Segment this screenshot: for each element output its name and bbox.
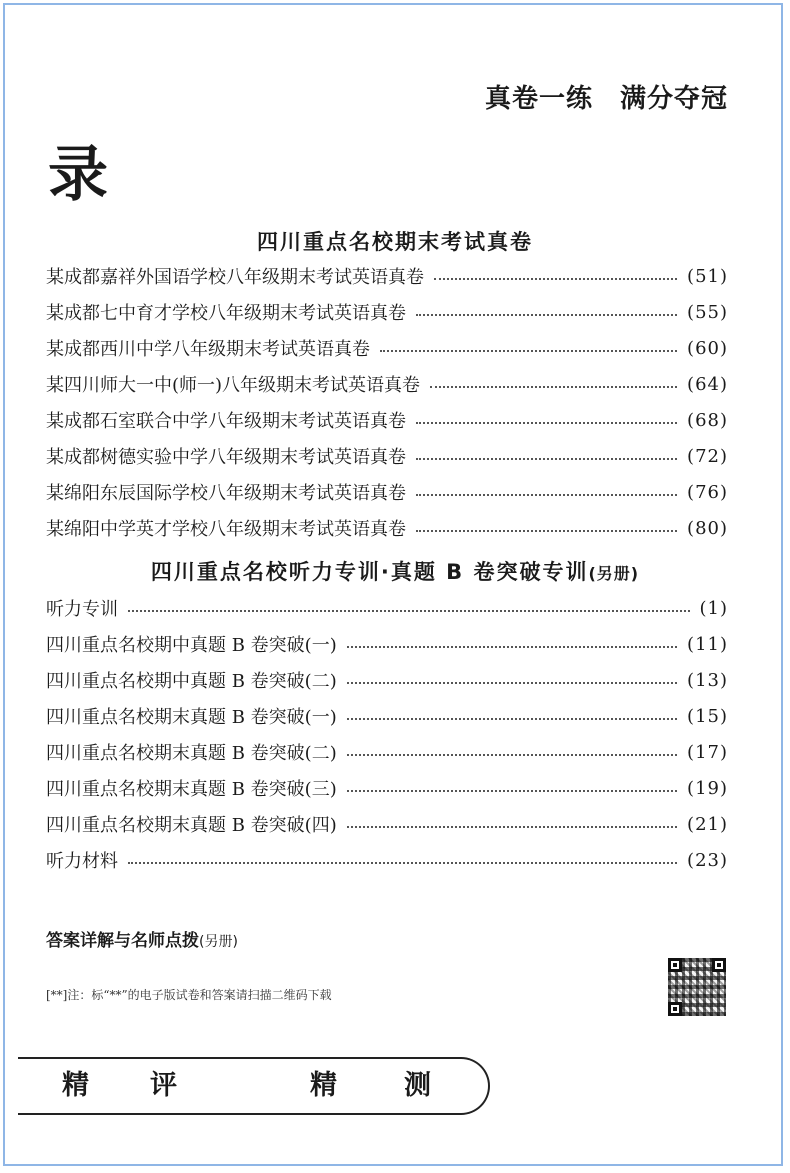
toc-entry[interactable] <box>46 842 728 878</box>
qr-download-note: [**]注：标“**”的电子版试卷和答案请扫描二维码下载 <box>46 988 332 1002</box>
toc-entry[interactable] <box>46 258 728 294</box>
toc-entry[interactable] <box>46 662 728 698</box>
toc-entry-page: (55) <box>687 301 728 323</box>
toc-entry[interactable] <box>46 590 728 626</box>
toc-entry-title: 听力专训 <box>46 599 118 620</box>
toc-entry-page: (11) <box>687 633 728 655</box>
toc-entry-page: (68) <box>687 409 728 431</box>
toc-entry[interactable] <box>46 438 728 474</box>
banner-char: 精 <box>62 1070 89 1101</box>
toc-entry-title: 某绵阳东辰国际学校八年级期末考试英语真卷 <box>46 483 406 504</box>
toc-entry-page: (19) <box>687 777 728 799</box>
toc-entry[interactable] <box>46 806 728 842</box>
qr-finder-marker <box>668 958 682 972</box>
toc-entry[interactable] <box>46 474 728 510</box>
toc-entry[interactable] <box>46 770 728 806</box>
toc-dot-leader <box>416 458 677 460</box>
toc-entry-title: 某成都七中育才学校八年级期末考试英语真卷 <box>46 303 406 324</box>
toc-entry-title: 某成都嘉祥外国语学校八年级期末考试英语真卷 <box>46 267 424 288</box>
toc-dot-leader <box>347 754 677 756</box>
toc-entry-title: 某成都树德实验中学八年级期末考试英语真卷 <box>46 447 406 468</box>
toc-entry-page: (51) <box>687 265 728 287</box>
toc-dot-leader <box>347 646 677 648</box>
qr-code[interactable] <box>668 958 726 1016</box>
toc-entry-title: 某四川师大一中(师一)八年级期末考试英语真卷 <box>46 375 421 396</box>
toc-dot-leader <box>128 610 690 612</box>
toc-entry[interactable] <box>46 366 728 402</box>
toc-dot-leader <box>416 422 677 424</box>
section-heading-note: (另册) <box>588 564 640 583</box>
toc-entry-page: (21) <box>687 813 728 835</box>
toc-entry[interactable] <box>46 330 728 366</box>
toc-entry[interactable] <box>46 510 728 546</box>
section-heading-text: 四川重点名校期末考试真卷 <box>257 230 533 254</box>
toc-entry-title: 四川重点名校期末真题 B 卷突破(三) <box>46 779 337 800</box>
toc-entry-page: (76) <box>687 481 728 503</box>
section-heading-final-exams <box>0 226 790 256</box>
toc-entry-page: (1) <box>699 597 728 619</box>
toc-dot-leader <box>416 314 677 316</box>
toc-entry[interactable] <box>46 402 728 438</box>
toc-entry-title: 听力材料 <box>46 851 118 872</box>
toc-entry-title: 四川重点名校期中真题 B 卷突破(二) <box>46 671 337 692</box>
toc-dot-leader <box>347 682 677 684</box>
answers-heading-text: 答案详解与名师点拨 <box>46 931 199 951</box>
toc-entry-page: (13) <box>687 669 728 691</box>
banner-char: 测 <box>404 1070 431 1101</box>
toc-entry-title: 四川重点名校期末真题 B 卷突破(一) <box>46 707 337 728</box>
toc-entry[interactable] <box>46 698 728 734</box>
toc-dot-leader <box>416 494 677 496</box>
toc-dot-leader <box>380 350 677 352</box>
toc-entry[interactable] <box>46 734 728 770</box>
toc-entry-page: (72) <box>687 445 728 467</box>
toc-entry-page: (17) <box>687 741 728 763</box>
toc-entry-page: (60) <box>687 337 728 359</box>
book-tagline: 真卷一练 满分夺冠 <box>484 84 728 114</box>
section-heading-listening <box>0 556 790 586</box>
toc-entry[interactable] <box>46 626 728 662</box>
toc-entry-title: 四川重点名校期末真题 B 卷突破(四) <box>46 815 337 836</box>
toc-dot-leader <box>347 790 677 792</box>
toc-dot-leader <box>347 718 677 720</box>
contents-title-char: 录 <box>48 140 108 210</box>
toc-dot-leader <box>128 862 677 864</box>
toc-list-listening <box>46 590 728 878</box>
toc-dot-leader <box>430 386 677 388</box>
banner-char: 精 <box>310 1070 337 1101</box>
section-heading-text: 四川重点名校听力专训·真题 B 卷突破专训 <box>150 560 589 584</box>
series-banner <box>18 1057 490 1115</box>
toc-list-final-exams <box>46 258 728 546</box>
toc-entry-page: (23) <box>687 849 728 871</box>
qr-finder-marker <box>712 958 726 972</box>
banner-char: 评 <box>150 1070 177 1101</box>
answers-heading <box>46 926 238 951</box>
toc-entry-page: (15) <box>687 705 728 727</box>
toc-entry-title: 某成都石室联合中学八年级期末考试英语真卷 <box>46 411 406 432</box>
toc-dot-leader <box>434 278 677 280</box>
toc-entry[interactable] <box>46 294 728 330</box>
toc-entry-title: 四川重点名校期末真题 B 卷突破(二) <box>46 743 337 764</box>
answers-heading-note: (另册) <box>199 934 238 950</box>
toc-entry-page: (80) <box>687 517 728 539</box>
qr-finder-marker <box>668 1002 682 1016</box>
toc-entry-title: 某绵阳中学英才学校八年级期末考试英语真卷 <box>46 519 406 540</box>
toc-entry-title: 四川重点名校期中真题 B 卷突破(一) <box>46 635 337 656</box>
toc-dot-leader <box>416 530 677 532</box>
toc-entry-title: 某成都西川中学八年级期末考试英语真卷 <box>46 339 370 360</box>
toc-dot-leader <box>347 826 677 828</box>
toc-entry-page: (64) <box>687 373 728 395</box>
